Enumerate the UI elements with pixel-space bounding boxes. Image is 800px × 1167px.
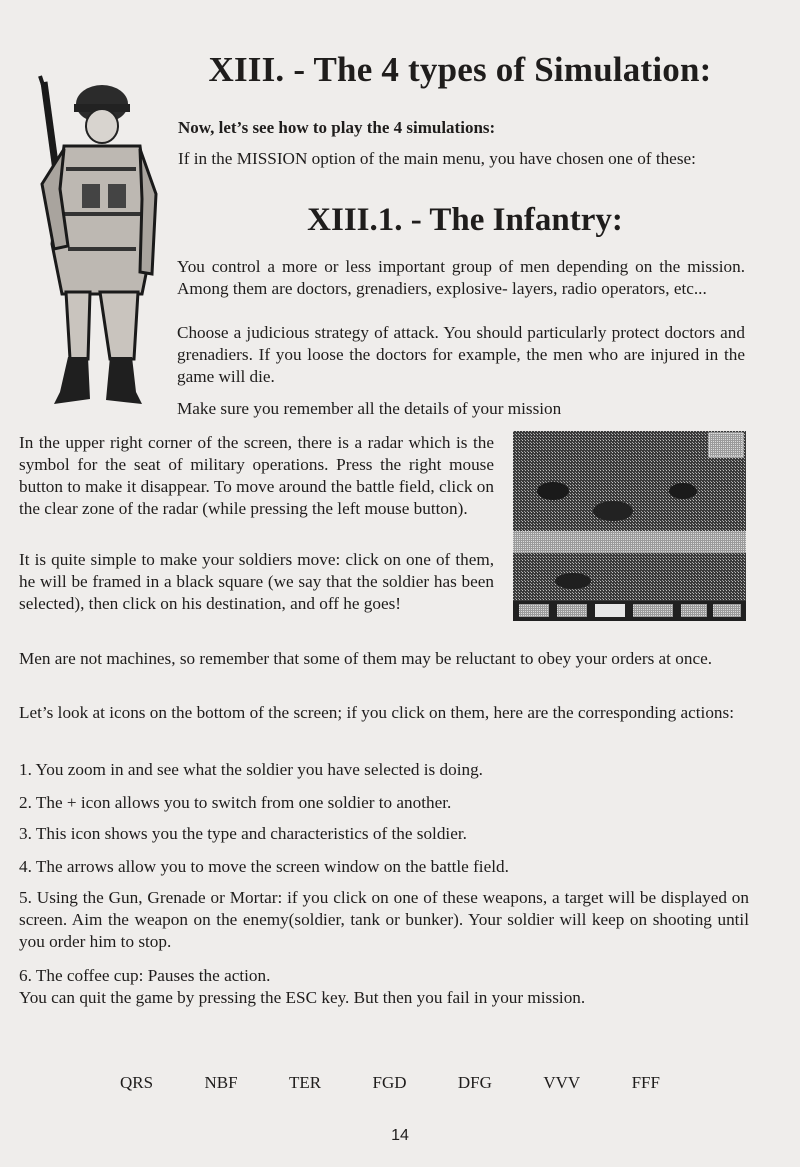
game-screenshot — [513, 431, 746, 621]
paragraph-2: Choose a judicious strategy of attack. You should particularly protect doctors and grenadiers. If you loose the doctors for example, the men who are injured in the game will die. — [177, 323, 745, 386]
list-item: 1. You zoom in and see what the soldier you have selected is doing. — [19, 760, 483, 779]
code-label: DFG — [457, 1073, 492, 1092]
final-line: You can quit the game by pressing the ESC key. But then you fail in your mission. — [19, 988, 586, 1007]
code-label: TER — [288, 1073, 322, 1092]
paragraph-1: You control a more or less important group of men depending on the mission. Among them are doctors, grenadiers, explosive- layers, radio operators, etc... — [177, 257, 745, 298]
code-label: FFF — [631, 1073, 660, 1092]
list-item: 2. The + icon allows you to switch from one soldier to another. — [19, 793, 452, 812]
code-label: VVV — [543, 1073, 581, 1092]
battlefield-image — [513, 431, 746, 621]
list-item: 3. This icon shows you the type and characteristics of the soldier. — [19, 824, 467, 843]
paragraph-6: Men are not machines, so remember that some of them may be reluctant to obey your orders at once. — [19, 649, 712, 668]
code-label: FGD — [372, 1073, 407, 1092]
page-number: 14 — [391, 1127, 409, 1144]
intro-line: If in the MISSION option of the main menu, you have chosen one of these: — [178, 149, 696, 168]
paragraph-7: Let’s look at icons on the bottom of the screen; if you click on them, here are the corresponding actions: — [19, 703, 734, 722]
code-label: NBF — [204, 1073, 238, 1092]
intro-heading: Now, let’s see how to play the 4 simulations: — [178, 118, 496, 137]
soldier-illustration — [24, 74, 164, 419]
paragraph-5: It is quite simple to make your soldiers move: click on one of them, he will be framed in a black square (we say that the soldier has been selected), then click on his destination, and off he goes! — [19, 550, 494, 613]
list-item: 6. The coffee cup: Pauses the action. — [19, 966, 271, 985]
section-title: XIII.1. - The Infantry: — [307, 202, 623, 238]
footer-codes — [120, 1073, 660, 1093]
paragraph-3: Make sure you remember all the details of your mission — [177, 399, 562, 418]
list-item: 5. Using the Gun, Grenade or Mortar: if you click on one of these weapons, a target will be displayed on screen. Aim the weapon on the enemy(soldier, tank or bunker). Your soldier will keep on shooting until you order him to stop. — [19, 888, 749, 951]
page-title: XIII. - The 4 types of Simulation: — [208, 50, 712, 89]
code-label: QRS — [120, 1073, 154, 1092]
list-item: 4. The arrows allow you to move the screen window on the battle field. — [19, 857, 509, 876]
paragraph-4: In the upper right corner of the screen, there is a radar which is the symbol for the seat of military operations. Press the right mouse button to make it disappear. To move around the battle field, click on the clear zone of the radar (while pressing the left mouse button). — [19, 433, 494, 518]
